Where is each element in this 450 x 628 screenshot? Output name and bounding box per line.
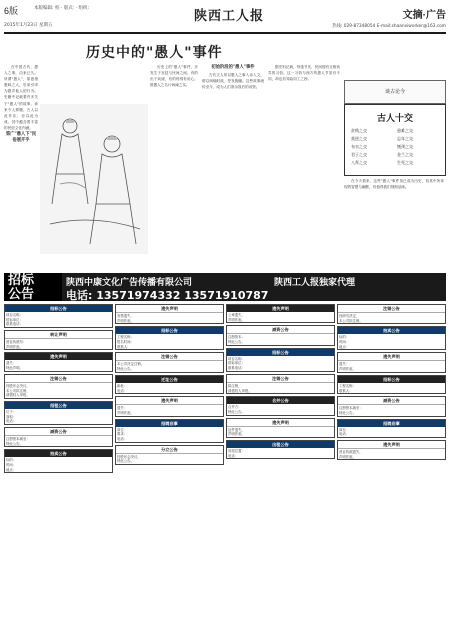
ad-text-line: 注册资本： xyxy=(228,335,245,340)
ad-title: 遗失声明 xyxy=(338,441,445,449)
ad-text-line: 电话： xyxy=(117,436,128,441)
page-word: 版 xyxy=(9,6,19,16)
ad-notice xyxy=(115,419,224,443)
ad-title: 转让声明 xyxy=(5,331,112,339)
ad-title: 减资公告 xyxy=(227,326,334,334)
sidebar-title: 古人十交 xyxy=(376,114,413,124)
ad-text-line: 联系电话： xyxy=(6,322,23,327)
ad-text-line: 声明作废。 xyxy=(117,318,134,323)
ad-text-line: 请债权人申报。 xyxy=(6,393,30,398)
notice-word: 公告 xyxy=(8,287,35,302)
ad-text-line: 位于： xyxy=(6,409,17,414)
ad-text-line: 工程名称： xyxy=(339,383,356,388)
ad-text-line: 面积： xyxy=(6,414,17,419)
article-column-5 xyxy=(344,178,444,269)
ad-text-line: 联系人： xyxy=(117,344,131,349)
ad-title: 招标公告 xyxy=(338,376,445,383)
ad-text-line: 特此公告。 xyxy=(6,441,23,446)
ad-title: 遗失声明 xyxy=(5,353,112,360)
contact-line: 热线: 029-87348054 E-mail:shaanxiworker@163.com xyxy=(332,24,446,29)
ad-text-line: 公章遗失， xyxy=(228,313,245,317)
ad-text-line: 声明作废。 xyxy=(6,344,23,349)
ad-title: 迁址公告 xyxy=(116,376,223,383)
editor-line: 本版编辑: 校 · 版式: · 组织: xyxy=(34,6,90,11)
ad-text-line: 本公司拟注销， xyxy=(6,388,30,393)
ad-text-line: 地点： xyxy=(339,344,350,349)
ad-text-line: 电话： xyxy=(339,432,350,437)
ad-text-line: 合并方： xyxy=(228,405,242,410)
ad-text-line: 联系电话： xyxy=(228,366,245,371)
tender-label xyxy=(4,273,62,301)
ad-text-line: 营业执照号： xyxy=(6,340,27,345)
classified-ads xyxy=(4,304,446,624)
ad-text-line: 声明作废。 xyxy=(117,410,134,415)
ad-text-line: 遗失： xyxy=(339,362,350,367)
ad-text-line: 经股东会决议， xyxy=(117,454,141,459)
ad-text-line: 工程名称： xyxy=(117,335,134,340)
ad-text-line: 经研究决定， xyxy=(339,314,360,318)
ad-title: 招租公告 xyxy=(5,402,112,409)
column-1-text: 在中国古代，愚人之事，由来已久。所谓"愚人"，原意指愚昧之人，后来引申为愚弄他人的行为。史籍中记载着许多关于"愚人"的故事，读来令人捧腹。古人以此作乐，亦以此为戒，其中蕴含着丰富的民俗文化内涵。 xyxy=(4,65,38,130)
ad-notice xyxy=(337,375,446,394)
page-number xyxy=(4,2,18,19)
ad-text-line: 标的： xyxy=(339,335,350,340)
ad-title: 招聘启事 xyxy=(116,420,223,427)
sidebar-list xyxy=(345,124,445,170)
column-2-text: 历史上的"愚人"事件，多发生于宫廷与民间之间。有的出于戏谑，有的则别有用心，借愚人之名行讽谏之实。 xyxy=(150,65,198,88)
ad-notice xyxy=(226,304,335,323)
paper-name: 陕西工人报 xyxy=(194,9,265,24)
ad-text-line: 请债权人申报。 xyxy=(228,388,252,393)
figures-illustration xyxy=(40,104,148,254)
ad-column xyxy=(337,304,446,624)
ad-text-line: 注册资本减至： xyxy=(6,436,30,441)
sidebar-item: 生死之交 xyxy=(397,160,413,165)
ad-text-line: 遗失： xyxy=(117,406,128,411)
ad-text-line: 经股东会决议， xyxy=(6,383,30,388)
ad-title: 招聘启事 xyxy=(338,420,445,427)
article-column-4 xyxy=(268,64,340,269)
ad-text-line: 特此公告。 xyxy=(228,340,245,345)
ad-notice xyxy=(115,396,224,416)
ad-text-line: 项目名称： xyxy=(6,313,23,317)
ad-text-line: 岗位： xyxy=(117,427,128,432)
ad-text-line: 证件遗失， xyxy=(228,427,245,432)
ad-title: 招标公告 xyxy=(116,327,223,334)
ad-title: 遗失声明 xyxy=(227,305,334,312)
ad-title: 遗失声明 xyxy=(227,419,334,427)
ad-title: 拍卖公告 xyxy=(338,327,445,334)
ad-notice xyxy=(226,418,335,438)
ad-title: 减资公告 xyxy=(338,397,445,405)
ad-title: 减资公告 xyxy=(5,428,112,436)
ad-notice xyxy=(4,374,113,399)
sidebar-item: 患难之交 xyxy=(397,128,413,133)
ad-text-line: 特此公告。 xyxy=(117,367,134,372)
ad-text-line: 本公司决定注销， xyxy=(117,362,145,367)
ad-notice xyxy=(337,352,446,372)
ad-notice xyxy=(4,401,113,425)
ad-text-line: 报名时间： xyxy=(117,340,134,345)
sidebar-item: 君子之交 xyxy=(351,152,367,157)
article-column-1 xyxy=(4,64,38,269)
ad-notice xyxy=(4,449,113,473)
advert-banner xyxy=(4,273,446,301)
sidebar-item: 八拜之交 xyxy=(351,160,367,165)
ad-text-line: 地点： xyxy=(6,467,17,472)
ad-text-line: 时间： xyxy=(339,340,350,345)
ad-title: 注销公告 xyxy=(5,375,112,383)
ad-column xyxy=(226,304,335,624)
ad-notice xyxy=(226,396,335,415)
ad-title: 遗失声明 xyxy=(116,397,223,405)
ad-title: 出租公告 xyxy=(227,441,334,448)
ad-text-line: 声明作废。 xyxy=(228,317,245,322)
ad-text-line: 声明作废。 xyxy=(228,432,245,437)
article-column-3 xyxy=(202,64,264,269)
ad-title: 注销公告 xyxy=(338,305,445,313)
ad-text-line: 声明作废。 xyxy=(339,367,356,372)
column-5-text: 在今天看来，这些"愚人"事件虽已成为历史，但其中所体现的智慧与幽默，仍值得我们细细品味。 xyxy=(344,179,444,190)
ad-notice xyxy=(337,419,446,438)
ad-notice xyxy=(4,304,113,328)
ad-notice xyxy=(337,304,446,324)
ad-text-line: 岗位： xyxy=(339,427,350,432)
banner-phone: 电话: 13571974332 13571910787 xyxy=(66,289,269,302)
ad-text-line: 电话： xyxy=(228,453,239,458)
ad-text-line: 招标单位： xyxy=(6,317,23,322)
article-illustration xyxy=(40,104,148,254)
ad-title: 遗失声明 xyxy=(338,353,445,361)
ad-text-line: 项目名称： xyxy=(228,356,245,361)
ad-notice xyxy=(226,374,335,394)
ad-notice xyxy=(337,326,446,350)
ad-text-line: 遗失： xyxy=(6,361,17,366)
ad-notice xyxy=(115,326,224,350)
ad-column xyxy=(4,304,113,624)
ad-text-line: 营业执照遗失， xyxy=(339,449,363,454)
ad-title: 注销公告 xyxy=(227,375,334,383)
ad-text-line: 特此公告。 xyxy=(228,409,245,414)
section-name: 文摘·广告 xyxy=(402,10,446,21)
sidebar-item: 忘年之交 xyxy=(397,136,413,141)
article-title: 历史中的"愚人"事件 xyxy=(86,45,223,61)
article-subhead-1: 第广"愚人下"民俗展开乎 xyxy=(5,132,37,144)
ad-notice xyxy=(115,445,224,465)
ad-notice xyxy=(226,440,335,459)
ad-text-line: 特此公告。 xyxy=(339,410,356,415)
topic-label: 谈古论今 xyxy=(344,80,446,104)
ad-text-line: 声明作废。 xyxy=(339,454,356,459)
ad-notice xyxy=(115,375,224,394)
article-subhead-2: 初始阶段的"愚人"事件 xyxy=(211,65,255,70)
ad-title: 遗失声明 xyxy=(116,305,223,313)
ad-text-line: 要求： xyxy=(117,432,128,437)
ad-text-line: 注册资本减至： xyxy=(339,406,363,411)
ad-title: 招标公告 xyxy=(227,349,334,356)
ad-title: 分立公告 xyxy=(116,446,223,454)
ad-text-line: 时间： xyxy=(6,463,17,467)
column-4-text: 据史料记载，每逢节庆，民间便有互相戏弄的习俗。这一习俗与西方的愚人节虽有不同，却也有异曲同工之妙。 xyxy=(268,65,340,82)
page-number-value: 6 xyxy=(4,6,10,16)
issue-date: 2015年1月23日 星期五 xyxy=(4,23,53,28)
ad-title: 拍卖公告 xyxy=(5,450,112,457)
tender-word: 招标 xyxy=(8,273,35,288)
ad-text-line: 特此声明。 xyxy=(6,366,23,371)
ad-text-line: 本公司拟注销。 xyxy=(339,318,363,323)
ad-notice xyxy=(337,440,446,460)
sidebar-box xyxy=(344,104,446,176)
banner-agent: 陕西工人报独家代理 xyxy=(274,278,356,288)
sidebar-item: 莫逆之交 xyxy=(351,136,367,141)
banner-company: 陕西中康文化广告传播有限公司 xyxy=(66,278,193,288)
ad-text-line: 发票遗失， xyxy=(117,314,134,318)
masthead xyxy=(4,2,446,34)
ad-notice xyxy=(337,396,446,416)
ad-notice xyxy=(4,427,113,447)
article-column-2 xyxy=(150,64,198,269)
sidebar-item: 金兰之交 xyxy=(397,152,413,157)
ad-text-line: 房屋位置： xyxy=(228,448,245,453)
ad-notice xyxy=(226,325,335,345)
ad-notice xyxy=(115,352,224,372)
sidebar-item: 贫贱之交 xyxy=(351,128,367,133)
ad-notice xyxy=(4,352,113,371)
ad-notice xyxy=(226,348,335,372)
ad-text-line: 标的： xyxy=(6,458,17,463)
ad-text-line: 电话： xyxy=(117,388,128,393)
ad-notice xyxy=(4,330,113,350)
ad-text-line: 新址： xyxy=(117,383,128,388)
ad-notice xyxy=(115,304,224,324)
ad-text-line: 联系人： xyxy=(339,388,353,393)
ad-title: 合并公告 xyxy=(227,397,334,404)
ad-column xyxy=(115,304,224,624)
ad-title: 注销公告 xyxy=(116,353,223,361)
sidebar-item: 刎颈之交 xyxy=(397,144,413,149)
ad-text-line: 招标单位： xyxy=(228,361,245,366)
ad-text-line: 特此公告。 xyxy=(117,459,134,464)
ad-text-line: 电话： xyxy=(6,419,17,424)
column-3-text: 古代文人常以愚人之事入诗入文，借以讽喻时政，抒发胸臆。这些故事流传至今，成为人们茶余饭后的谈资。 xyxy=(202,73,264,90)
sidebar-item: 布衣之交 xyxy=(351,144,367,149)
ad-title: 招标公告 xyxy=(5,305,112,312)
ad-text-line: 拟注销， xyxy=(228,383,242,388)
